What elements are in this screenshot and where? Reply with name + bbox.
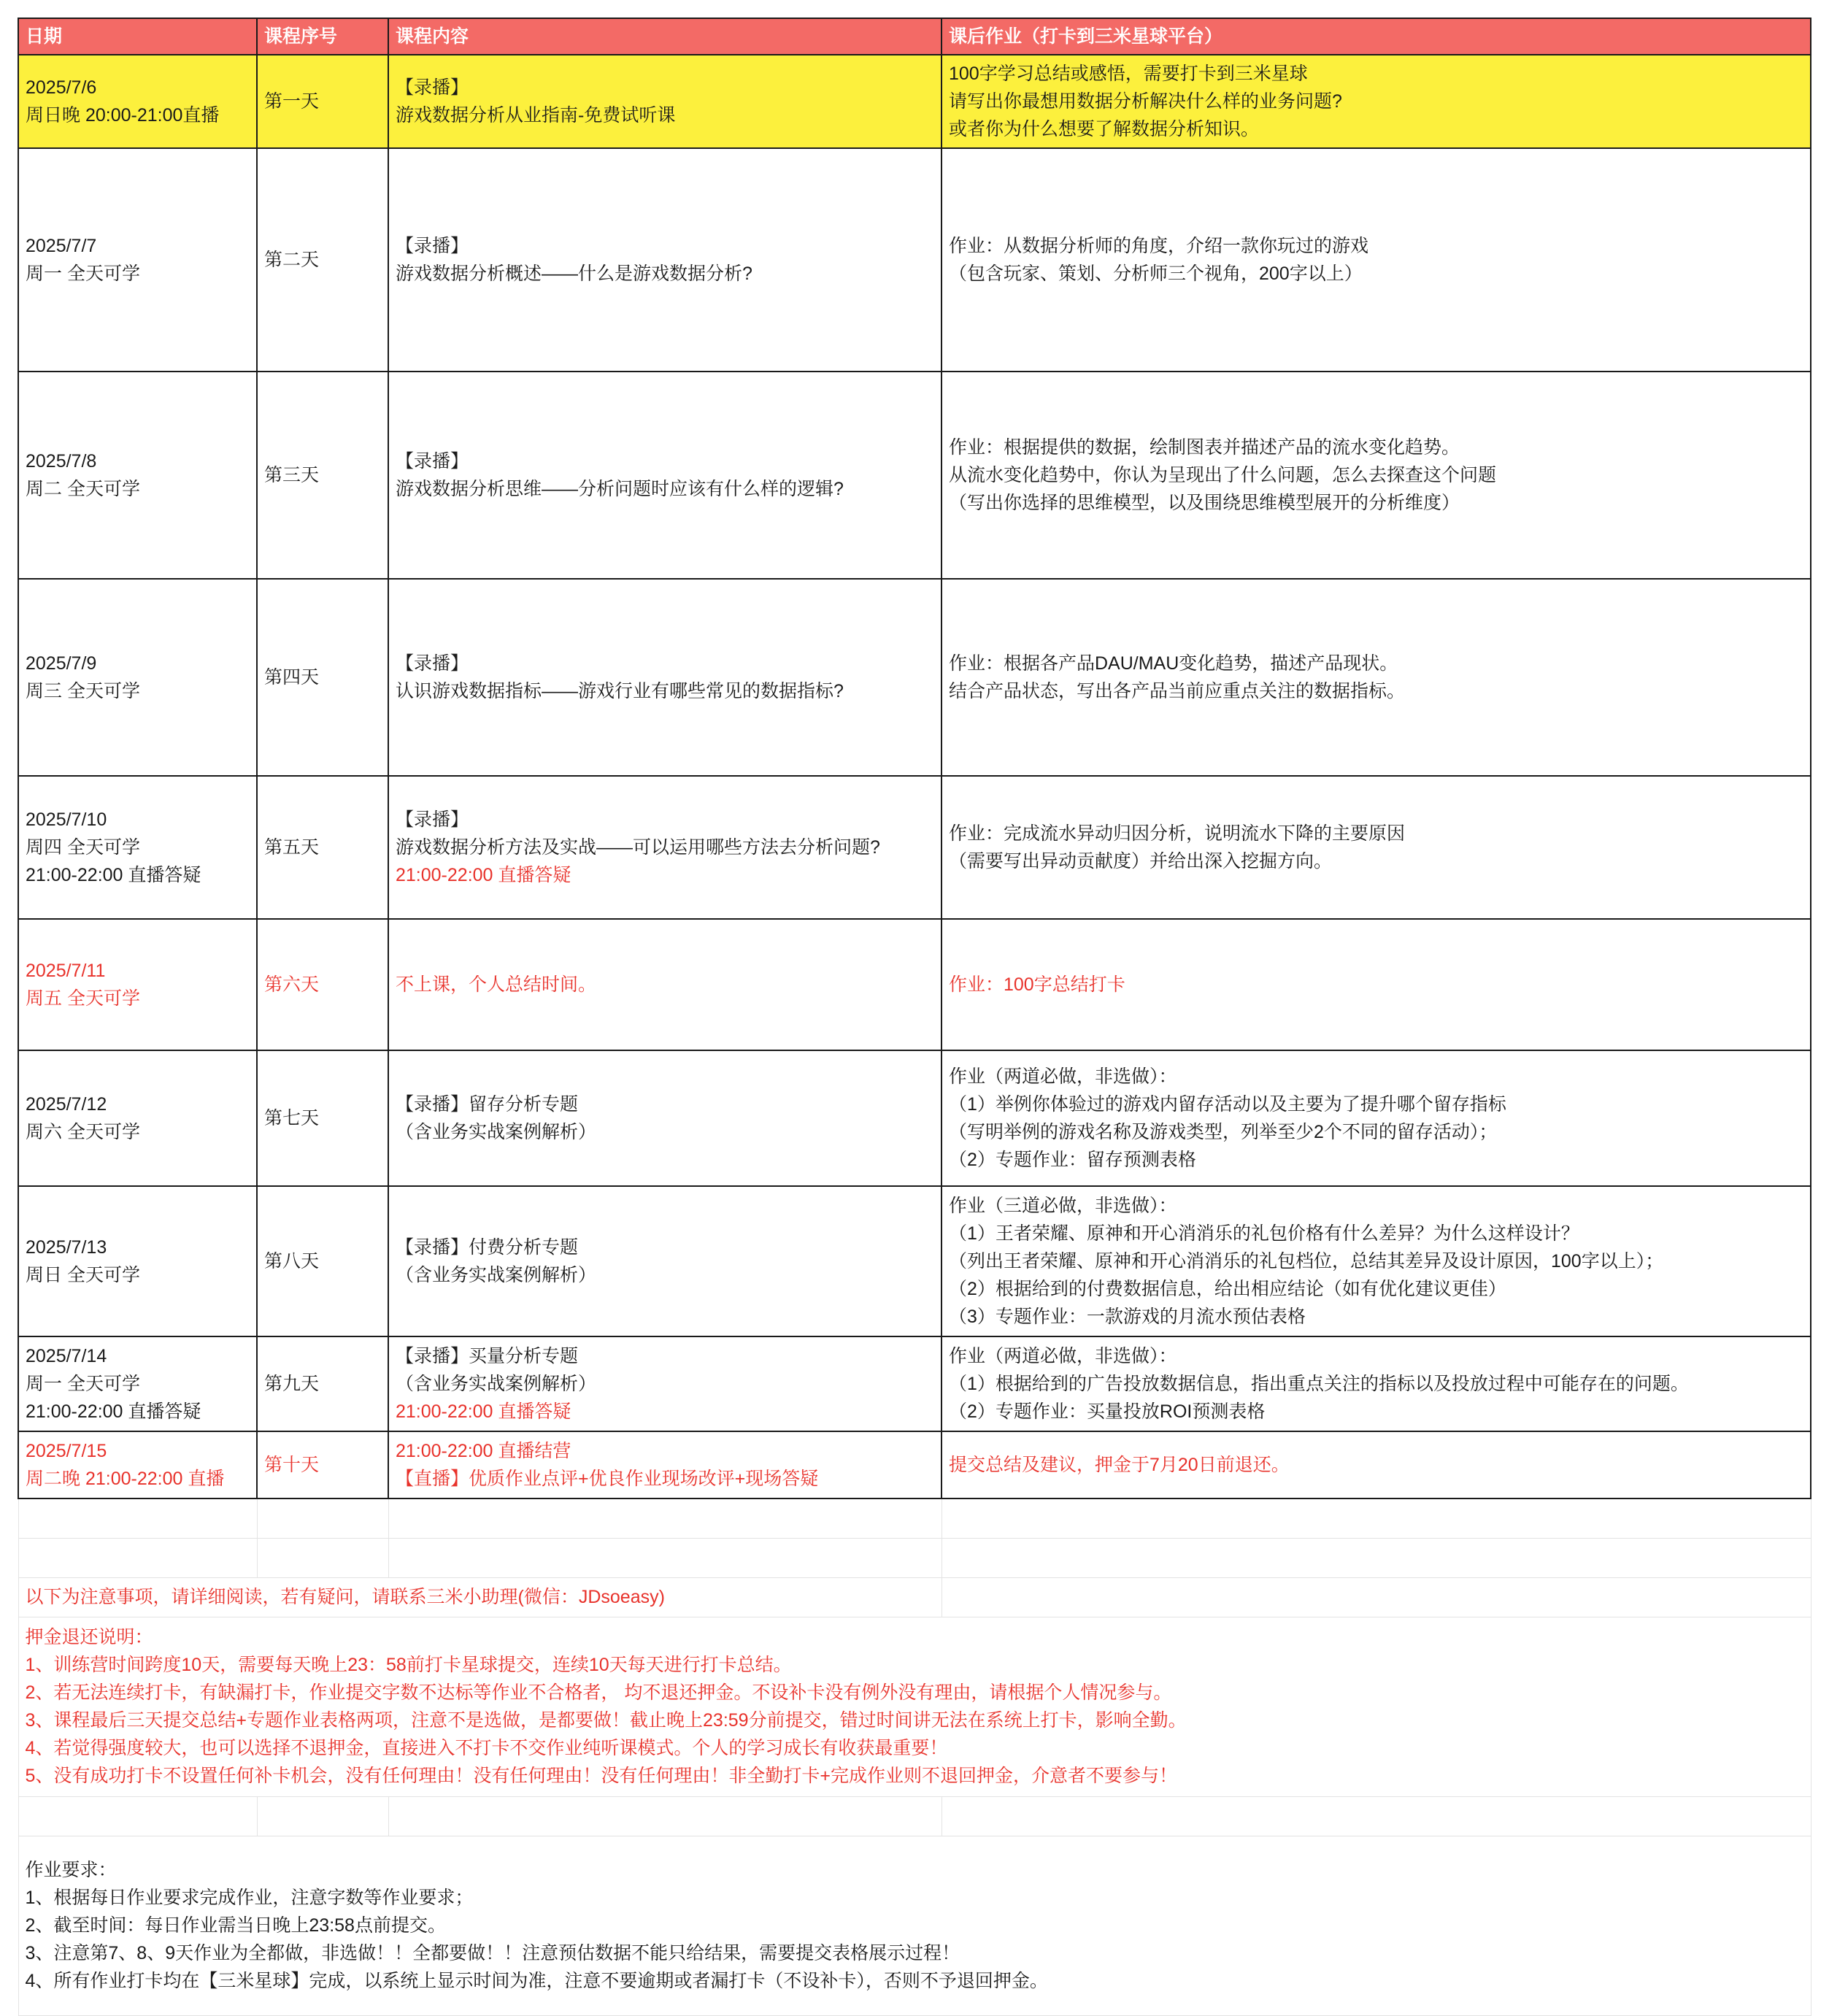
empty-cell xyxy=(257,1538,388,1577)
cell-line: 【录播】留存分析专题 xyxy=(396,1094,579,1115)
cell-line: 【录播】付费分析专题 xyxy=(396,1237,579,1258)
cell-line: （2）专题作业：买量投放ROI预测表格 xyxy=(949,1401,1266,1422)
cell-line: （写明举例的游戏名称及游戏类型，列举至少2个不同的留存活动）； xyxy=(949,1122,1498,1142)
schedule-row xyxy=(18,1431,1811,1498)
cell-line: 周二 全天可学 xyxy=(26,479,140,499)
cell-line: 周日晚 20:00-21:00直播 xyxy=(26,105,220,126)
hw-requirements xyxy=(18,1836,1811,2015)
homework-cell xyxy=(942,55,1811,148)
schedule-row xyxy=(18,776,1811,919)
schedule-row xyxy=(18,1050,1811,1186)
cell-line: 作业：完成流水异动归因分析，说明流水下降的主要原因 xyxy=(949,823,1406,844)
cell-line: 【录播】 xyxy=(396,653,469,674)
cell-line: 21:00-22:00 直播答疑 xyxy=(26,1401,201,1422)
day-cell: 第十天 xyxy=(257,1431,388,1498)
date-cell xyxy=(18,776,257,919)
cell-line: 【录播】 xyxy=(396,809,469,830)
cell-line: 100字学习总结或感悟，需要打卡到三米星球 xyxy=(949,64,1308,84)
empty-cell xyxy=(18,1796,257,1836)
cell-line: 提交总结及建议，押金于7月20日前退还。 xyxy=(949,1455,1290,1475)
cell-line: 【录播】 xyxy=(396,77,469,98)
cell-line: 1、训练营时间跨度10天，需要每天晚上23：58前打卡星球提交，连续10天每天进行打卡总结。 xyxy=(25,1655,792,1675)
date-cell xyxy=(18,1431,257,1498)
content-cell xyxy=(388,579,942,776)
cell-line: 周日 全天可学 xyxy=(26,1265,140,1285)
day-cell: 第四天 xyxy=(257,579,388,776)
day-cell: 第三天 xyxy=(257,372,388,579)
cell-line: 周六 全天可学 xyxy=(26,1122,140,1142)
cell-line: 作业：根据提供的数据，绘制图表并描述产品的流水变化趋势。 xyxy=(949,437,1460,458)
cell-line: 【录播】买量分析专题 xyxy=(396,1346,579,1366)
cell-line: 游戏数据分析方法及实战——可以运用哪些方法去分析问题? xyxy=(396,837,880,858)
cell-line: 作业（三道必做，非选做）： xyxy=(949,1196,1177,1216)
date-cell xyxy=(18,1336,257,1431)
date-cell xyxy=(18,579,257,776)
cell-line: 周三 全天可学 xyxy=(26,681,140,701)
homework-cell xyxy=(942,148,1811,372)
homework-cell xyxy=(942,1050,1811,1186)
cell-line: 2、若无法连续打卡，有缺漏打卡，作业提交字数不达标等作业不合格者， 均不退还押金。不设补卡没有例外没有理由，请根据个人情况参与。 xyxy=(25,1682,1172,1703)
cell-line: 2025/7/10 xyxy=(26,809,107,830)
content-cell xyxy=(388,1431,942,1498)
blank-row xyxy=(18,1796,1811,1836)
schedule-row xyxy=(18,55,1811,148)
cell-line: 结合产品状态，写出各产品当前应重点关注的数据指标。 xyxy=(949,681,1406,701)
day-cell: 第八天 xyxy=(257,1186,388,1336)
homework-cell xyxy=(942,579,1811,776)
deposit-row xyxy=(18,1617,1811,1796)
empty-cell xyxy=(942,1796,1811,1836)
cell-line: 作业：100字总结打卡 xyxy=(949,974,1125,995)
day-cell: 第六天 xyxy=(257,919,388,1050)
empty-cell xyxy=(18,1538,257,1577)
homework-cell xyxy=(942,1431,1811,1498)
content-cell xyxy=(388,1336,942,1431)
hw-requirements-row xyxy=(18,1836,1811,2015)
cell-line: 请写出你最想用数据分析解决什么样的业务问题? xyxy=(949,91,1342,112)
homework-cell xyxy=(942,372,1811,579)
date-cell xyxy=(18,372,257,579)
header-content: 课程内容 xyxy=(388,18,942,55)
schedule-table xyxy=(18,18,1811,2016)
cell-line: 21:00-22:00 直播答疑 xyxy=(26,865,201,885)
header-homework: 课后作业（打卡到三米星球平台） xyxy=(942,18,1811,55)
homework-cell xyxy=(942,1186,1811,1336)
day-cell: 第五天 xyxy=(257,776,388,919)
cell-line: 4、所有作业打卡均在【三米星球】完成，以系统上显示时间为准，注意不要逾期或者漏打卡（不设补卡），否则不予退回押金。 xyxy=(25,1971,1048,1991)
cell-line: 2025/7/15 xyxy=(26,1441,107,1461)
cell-line: 21:00-22:00 直播结营 xyxy=(396,1441,571,1461)
empty-cell xyxy=(942,1498,1811,1538)
day-cell: 第一天 xyxy=(257,55,388,148)
cell-line: （含业务实战案例解析） xyxy=(396,1122,597,1142)
cell-line: 或者你为什么想要了解数据分析知识。 xyxy=(949,119,1260,139)
hw-title: 作业要求： xyxy=(25,1860,117,1880)
cell-line: 周一 全天可学 xyxy=(26,263,140,284)
header-date: 日期 xyxy=(18,18,257,55)
cell-line: 从流水变化趋势中，你认为呈现出了什么问题，怎么去探查这个问题 xyxy=(949,465,1497,485)
schedule-row xyxy=(18,579,1811,776)
homework-cell xyxy=(942,919,1811,1050)
cell-line: （包含玩家、策划、分析师三个视角，200字以上） xyxy=(949,263,1363,284)
content-cell xyxy=(388,776,942,919)
homework-cell xyxy=(942,1336,1811,1431)
empty-cell xyxy=(257,1498,388,1538)
content-cell xyxy=(388,1186,942,1336)
header-row xyxy=(18,18,1811,55)
cell-line: 4、若觉得强度较大，也可以选择不退押金，直接进入不打卡不交作业纯听课模式。个人的学习成长有收获最重要！ xyxy=(25,1738,948,1758)
cell-line: 2025/7/7 xyxy=(26,236,97,256)
blank-row xyxy=(18,1498,1811,1538)
cell-line: 作业（两道必做，非选做）： xyxy=(949,1066,1177,1087)
cell-line: 3、课程最后三天提交总结+专题作业表格两项，注意不是选做，是都要做！截止晚上23:59分前提交，错过时间讲无法在系统上打卡，影响全勤。 xyxy=(25,1710,1187,1731)
cell-line: 周五 全天可学 xyxy=(26,988,140,1009)
cell-line: （1）举例你体验过的游戏内留存活动以及主要为了提升哪个留存指标 xyxy=(949,1094,1506,1115)
day-cell: 第九天 xyxy=(257,1336,388,1431)
content-cell xyxy=(388,148,942,372)
homework-cell xyxy=(942,776,1811,919)
cell-line: （需要写出异动贡献度）并给出深入挖掘方向。 xyxy=(949,851,1333,872)
cell-line: 【录播】 xyxy=(396,236,469,256)
empty-cell xyxy=(257,1796,388,1836)
blank-row xyxy=(18,1538,1811,1577)
cell-line: 5、没有成功打卡不设置任何补卡机会，没有任何理由！没有任何理由！没有任何理由！非全勤打卡+完成作业则不退回押金，介意者不要参与！ xyxy=(25,1766,1178,1786)
cell-line: 2025/7/11 xyxy=(26,961,106,981)
cell-line: 21:00-22:00 直播答疑 xyxy=(396,865,571,885)
cell-line: 作业：根据各产品DAU/MAU变化趋势，描述产品现状。 xyxy=(949,653,1398,674)
date-cell xyxy=(18,1186,257,1336)
empty-cell xyxy=(942,1538,1811,1577)
cell-line: 作业：从数据分析师的角度，介绍一款你玩过的游戏 xyxy=(949,236,1369,256)
content-cell xyxy=(388,55,942,148)
date-cell xyxy=(18,55,257,148)
cell-line: 2025/7/12 xyxy=(26,1094,107,1115)
cell-line: （含业务实战案例解析） xyxy=(396,1265,597,1285)
empty-cell xyxy=(18,1498,257,1538)
cell-line: 作业（两道必做，非选做）： xyxy=(949,1346,1177,1366)
content-cell xyxy=(388,372,942,579)
date-cell xyxy=(18,919,257,1050)
cell-line: 周二晚 21:00-22:00 直播 xyxy=(26,1469,225,1489)
cell-line: 游戏数据分析概述——什么是游戏数据分析? xyxy=(396,263,752,284)
header-seq: 课程序号 xyxy=(257,18,388,55)
schedule-row xyxy=(18,148,1811,372)
schedule-sheet xyxy=(18,18,1810,2016)
cell-line: 2025/7/14 xyxy=(26,1346,107,1366)
cell-line: 游戏数据分析从业指南-免费试听课 xyxy=(396,105,676,126)
schedule-row xyxy=(18,1186,1811,1336)
cell-line: 2、截至时间：每日作业需当日晚上23:58点前提交。 xyxy=(25,1915,446,1936)
cell-line: 2025/7/13 xyxy=(26,1237,107,1258)
schedule-row xyxy=(18,919,1811,1050)
cell-line: 周四 全天可学 xyxy=(26,837,140,858)
day-cell: 第七天 xyxy=(257,1050,388,1186)
cell-line: （1）根据给到的广告投放数据信息，指出重点关注的指标以及投放过程中可能存在的问题。 xyxy=(949,1374,1689,1394)
schedule-row xyxy=(18,372,1811,579)
cell-line: 21:00-22:00 直播答疑 xyxy=(396,1401,571,1422)
content-cell xyxy=(388,919,942,1050)
content-cell xyxy=(388,1050,942,1186)
cell-line: 认识游戏数据指标——游戏行业有哪些常见的数据指标? xyxy=(396,681,844,701)
deposit-notice xyxy=(18,1617,1811,1796)
cell-line: 2025/7/9 xyxy=(26,653,97,674)
cell-line: （1）王者荣耀、原神和开心消消乐的礼包价格有什么差异？为什么这样设计？ xyxy=(949,1223,1579,1244)
cell-line: （含业务实战案例解析） xyxy=(396,1374,597,1394)
date-cell xyxy=(18,148,257,372)
day-cell: 第二天 xyxy=(257,148,388,372)
empty-cell xyxy=(388,1498,942,1538)
cell-line: 【直播】优质作业点评+优良作业现场改评+现场答疑 xyxy=(396,1469,819,1489)
cell-line: 1、根据每日作业要求完成作业，注意字数等作业要求； xyxy=(25,1888,474,1908)
date-cell xyxy=(18,1050,257,1186)
cell-line: 2025/7/6 xyxy=(26,77,97,98)
notice-intro: 以下为注意事项，请详细阅读，若有疑问，请联系三米小助理(微信：JDsoeasy) xyxy=(18,1577,942,1617)
cell-line: （写出你选择的思维模型，以及围绕思维模型展开的分析维度） xyxy=(949,493,1460,513)
empty-cell xyxy=(388,1796,942,1836)
deposit-title: 押金退还说明： xyxy=(25,1627,153,1647)
cell-line: 游戏数据分析思维——分析问题时应该有什么样的逻辑? xyxy=(396,479,844,499)
cell-line: 不上课，个人总结时间。 xyxy=(396,974,597,995)
cell-line: （列出王者荣耀、原神和开心消消乐的礼包档位，总结其差异及设计原因，100字以上）； xyxy=(949,1251,1664,1271)
empty-cell xyxy=(388,1538,942,1577)
cell-line: 3、注意第7、8、9天作业为全都做，非选做！！全都要做！！注意预估数据不能只给结果，需要提交表格展示过程！ xyxy=(25,1943,960,1963)
cell-line: （3）专题作业：一款游戏的月流水预估表格 xyxy=(949,1307,1306,1327)
cell-line: 【录播】 xyxy=(396,451,469,472)
empty-cell xyxy=(942,1577,1811,1617)
schedule-row xyxy=(18,1336,1811,1431)
cell-line: 周一 全天可学 xyxy=(26,1374,140,1394)
cell-line: （2）专题作业：留存预测表格 xyxy=(949,1150,1196,1170)
cell-line: 2025/7/8 xyxy=(26,451,97,472)
notice-intro-row xyxy=(18,1577,1811,1617)
cell-line: （2）根据给到的付费数据信息，给出相应结论（如有优化建议更佳） xyxy=(949,1279,1506,1299)
